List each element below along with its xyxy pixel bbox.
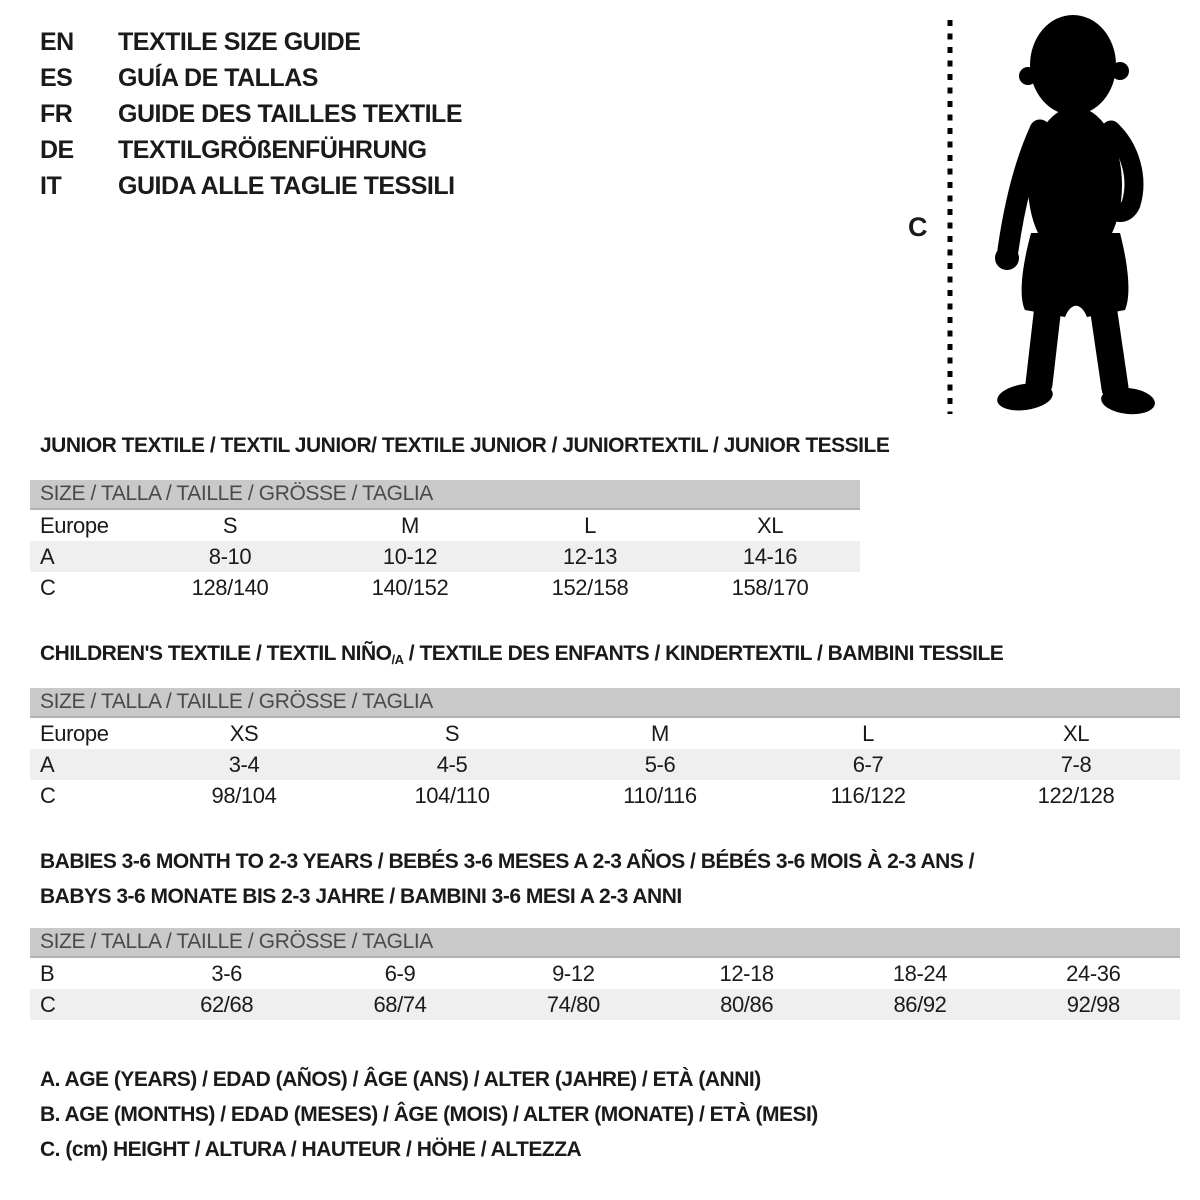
table-header-row (30, 718, 1180, 749)
babies-title-line1: BABIES 3-6 MONTH TO 2-3 YEARS / BEBÉS 3-6 MESES A 2-3 AÑOS / BÉBÉS 3-6 MOIS À 2-3 ANS / (40, 850, 975, 873)
region-label-cell: Europe (40, 512, 109, 538)
size-header-bar: SIZE / TALLA / TAILLE / GRÖSSE / TAGLIA (30, 928, 1180, 958)
babies-size-table (30, 928, 1180, 1020)
language-row-es (40, 60, 462, 96)
junior-section-title: JUNIOR TEXTILE / TEXTIL JUNIOR/ TEXTILE JUNIOR / JUNIORTEXTIL / JUNIOR TESSILE (40, 434, 890, 457)
legend (40, 1062, 818, 1167)
value-cell: 18-24 (892, 960, 948, 986)
junior-size-table (30, 480, 860, 603)
value-cell: 6-9 (384, 960, 416, 986)
value-cell: 128/140 (191, 574, 269, 600)
table-row-height (30, 989, 1180, 1020)
children-title-part: CHILDREN'S TEXTILE / TEXTIL NIÑO (40, 642, 392, 665)
value-cell: 6-7 (764, 749, 972, 780)
value-cell: 158/170 (731, 574, 809, 600)
language-row-it (40, 168, 462, 204)
language-code: IT (40, 171, 62, 200)
value-cell: 7-8 (972, 749, 1180, 780)
value-cell: 5-6 (556, 749, 764, 780)
value-cell: 80/86 (660, 989, 833, 1020)
value-cell: 3-6 (211, 960, 242, 986)
language-title-list (40, 24, 462, 204)
table-row-height (30, 572, 860, 603)
language-title: GUIDE DES TAILLES TEXTILE (118, 99, 463, 128)
table-row-months (30, 958, 1180, 989)
value-cell: 110/116 (623, 782, 697, 808)
size-column-header: XS (229, 720, 259, 746)
height-measure-figure (900, 8, 1170, 420)
table-row-age (30, 541, 860, 572)
language-row-en (40, 24, 462, 60)
children-title-part: / TEXTILE DES ENFANTS / KINDERTEXTIL / BAMBINI TESSILE (403, 642, 1004, 665)
value-cell: 68/74 (313, 989, 486, 1020)
value-cell: 92/98 (1007, 989, 1180, 1020)
language-title: GUÍA DE TALLAS (118, 63, 318, 92)
value-cell: 10-12 (320, 541, 500, 572)
value-cell: 116/122 (830, 782, 906, 808)
value-cell: 152/158 (551, 574, 629, 600)
row-label-cell: B (40, 960, 55, 986)
value-cell: 104/110 (414, 782, 490, 808)
table-row-age (30, 749, 1180, 780)
language-code: DE (40, 135, 74, 164)
children-size-table (30, 688, 1180, 811)
value-cell: 9-12 (552, 960, 595, 986)
language-code: FR (40, 99, 73, 128)
language-code: EN (40, 27, 74, 56)
size-column-header: M (401, 512, 419, 538)
toddler-silhouette (995, 15, 1156, 417)
value-cell: 3-4 (140, 749, 348, 780)
size-column-header: L (584, 512, 596, 538)
size-column-header: S (222, 512, 238, 538)
value-cell: 14-16 (680, 541, 860, 572)
value-cell: 12-13 (500, 541, 680, 572)
size-column-header: XL (1062, 720, 1090, 746)
legend-line-c: C. (cm) HEIGHT / ALTURA / HAUTEUR / HÖHE / ALTEZZA (40, 1138, 582, 1161)
size-column-header: L (862, 720, 874, 746)
language-code: ES (40, 63, 73, 92)
height-measure-label: C (908, 212, 928, 242)
legend-line-a: A. AGE (YEARS) / EDAD (AÑOS) / ÂGE (ANS) / ALTER (JAHRE) / ETÀ (ANNI) (40, 1068, 761, 1091)
size-header-bar: SIZE / TALLA / TAILLE / GRÖSSE / TAGLIA (30, 688, 1180, 718)
value-cell: 8-10 (140, 541, 320, 572)
table-row-height (30, 780, 1180, 811)
row-label-cell: C (40, 574, 56, 600)
legend-line-b: B. AGE (MONTHS) / EDAD (MESES) / ÂGE (MOIS) / ALTER (MONATE) / ETÀ (MESI) (40, 1103, 818, 1126)
value-cell: 122/128 (1037, 782, 1115, 808)
row-label-cell: C (40, 782, 56, 808)
value-cell: 98/104 (211, 782, 277, 808)
region-label-cell: Europe (40, 720, 109, 746)
row-label-cell: A (30, 541, 140, 572)
language-row-fr (40, 96, 462, 132)
size-column-header: XL (756, 512, 784, 538)
babies-section-title (40, 844, 974, 914)
children-title-subscript: /A (391, 652, 404, 667)
language-row-de (40, 132, 462, 168)
children-section-title (40, 642, 1003, 667)
babies-title-line2: BABYS 3-6 MONATE BIS 2-3 JAHRE / BAMBINI 3-6 MESI A 2-3 ANNI (40, 885, 682, 908)
language-title: TEXTILGRÖßENFÜHRUNG (118, 135, 427, 164)
value-cell: 62/68 (140, 989, 313, 1020)
size-column-header: M (651, 720, 669, 746)
row-label-cell: A (30, 749, 140, 780)
size-column-header: S (444, 720, 460, 746)
value-cell: 74/80 (487, 989, 660, 1020)
value-cell: 140/152 (371, 574, 449, 600)
language-title: TEXTILE SIZE GUIDE (118, 27, 361, 56)
table-header-row (30, 510, 860, 541)
value-cell: 86/92 (833, 989, 1006, 1020)
value-cell: 4-5 (348, 749, 556, 780)
size-header-bar: SIZE / TALLA / TAILLE / GRÖSSE / TAGLIA (30, 480, 860, 510)
language-title: GUIDA ALLE TAGLIE TESSILI (118, 171, 455, 200)
value-cell: 12-18 (719, 960, 774, 986)
row-label-cell: C (30, 989, 140, 1020)
value-cell: 24-36 (1066, 960, 1121, 986)
